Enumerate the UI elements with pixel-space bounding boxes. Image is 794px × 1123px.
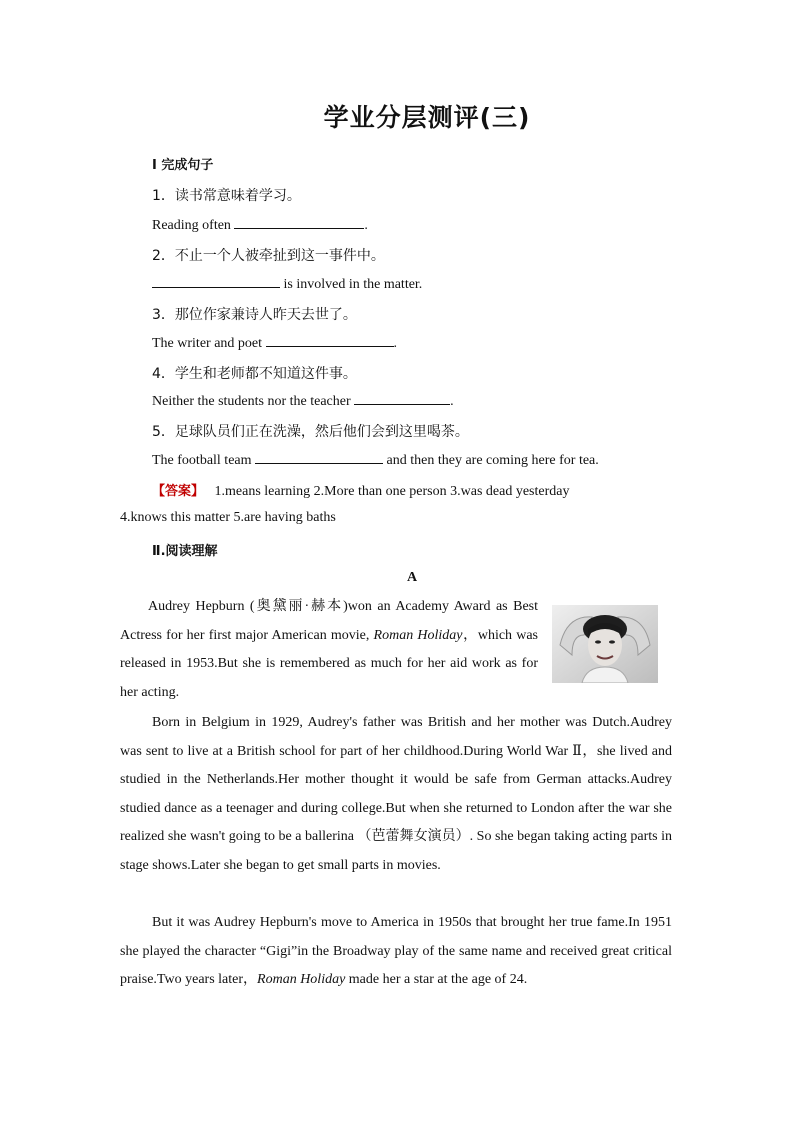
item5-en: The football team and then they are coming here for tea. bbox=[152, 453, 599, 468]
answer-line-2: 4.knows this matter 5.are having baths bbox=[120, 510, 336, 525]
item2-cn: 2．不止一个人被牵扯到这一事件中。 bbox=[152, 248, 385, 264]
item4-en: Neither the students nor the teacher . bbox=[152, 394, 454, 409]
item5-cn: 5．足球队员们正在洗澡，然后他们会到这里喝茶。 bbox=[152, 424, 469, 440]
item1-en: Reading often . bbox=[152, 218, 368, 233]
item2-en: is involved in the matter. bbox=[152, 275, 422, 293]
answer-blank[interactable] bbox=[255, 451, 383, 464]
paragraph-2: Born in Belgium in 1929, Audrey's father was British and her mother was Dutch.Audrey was sent to live at a British school for part of her childhood.During World War Ⅱ，she lived and studied in the Netherlands.Her mother thought it would be safe from German attacks.Audrey studied dance as a teenager and during college.But when she returned to London after the war she realized she wasn't going to be a ballerina （芭蕾舞女演员）. So she began taking acting parts in stage shows.Later she began to get small parts in movies. bbox=[120, 715, 672, 873]
section2-heading: Ⅱ.阅读理解 bbox=[152, 544, 218, 559]
section1-heading: Ⅰ 完成句子 bbox=[152, 158, 214, 173]
item4-cn: 4．学生和老师都不知道这件事。 bbox=[152, 366, 357, 382]
audrey-hepburn-photo bbox=[552, 605, 658, 683]
item3-cn: 3．那位作家兼诗人昨天去世了。 bbox=[152, 307, 357, 323]
page-title: 学业分层测评(三) bbox=[323, 103, 531, 132]
paragraph-3: But it was Audrey Hepburn's move to America in 1950s that brought her true fame.In 1951 she played the character “Gigi”in the Broadway play of the same name and received great critical praise.Two years later，Roman Holiday made her a star at the age of 24. bbox=[120, 915, 672, 987]
item3-en: The writer and poet . bbox=[152, 336, 398, 351]
passage-letter: A bbox=[406, 570, 418, 585]
paragraph-1: Audrey Hepburn (奥黛丽·赫本)won an Academy Award as Best Actress for her first major American movie, Roman Holiday，which was released in 1953.But she is remembered as much for her aid work as for her acting. bbox=[120, 599, 538, 700]
item1-cn: 1．读书常意味着学习。 bbox=[152, 188, 301, 204]
answer-blank[interactable] bbox=[234, 216, 364, 229]
answer-label: 【答案】 bbox=[152, 484, 205, 499]
answer-blank[interactable] bbox=[152, 275, 280, 288]
answer-line-1: 【答案】 1.means learning 2.More than one person 3.was dead yesterday bbox=[152, 484, 570, 499]
answer-blank[interactable] bbox=[354, 392, 450, 405]
answer-blank[interactable] bbox=[266, 334, 394, 347]
